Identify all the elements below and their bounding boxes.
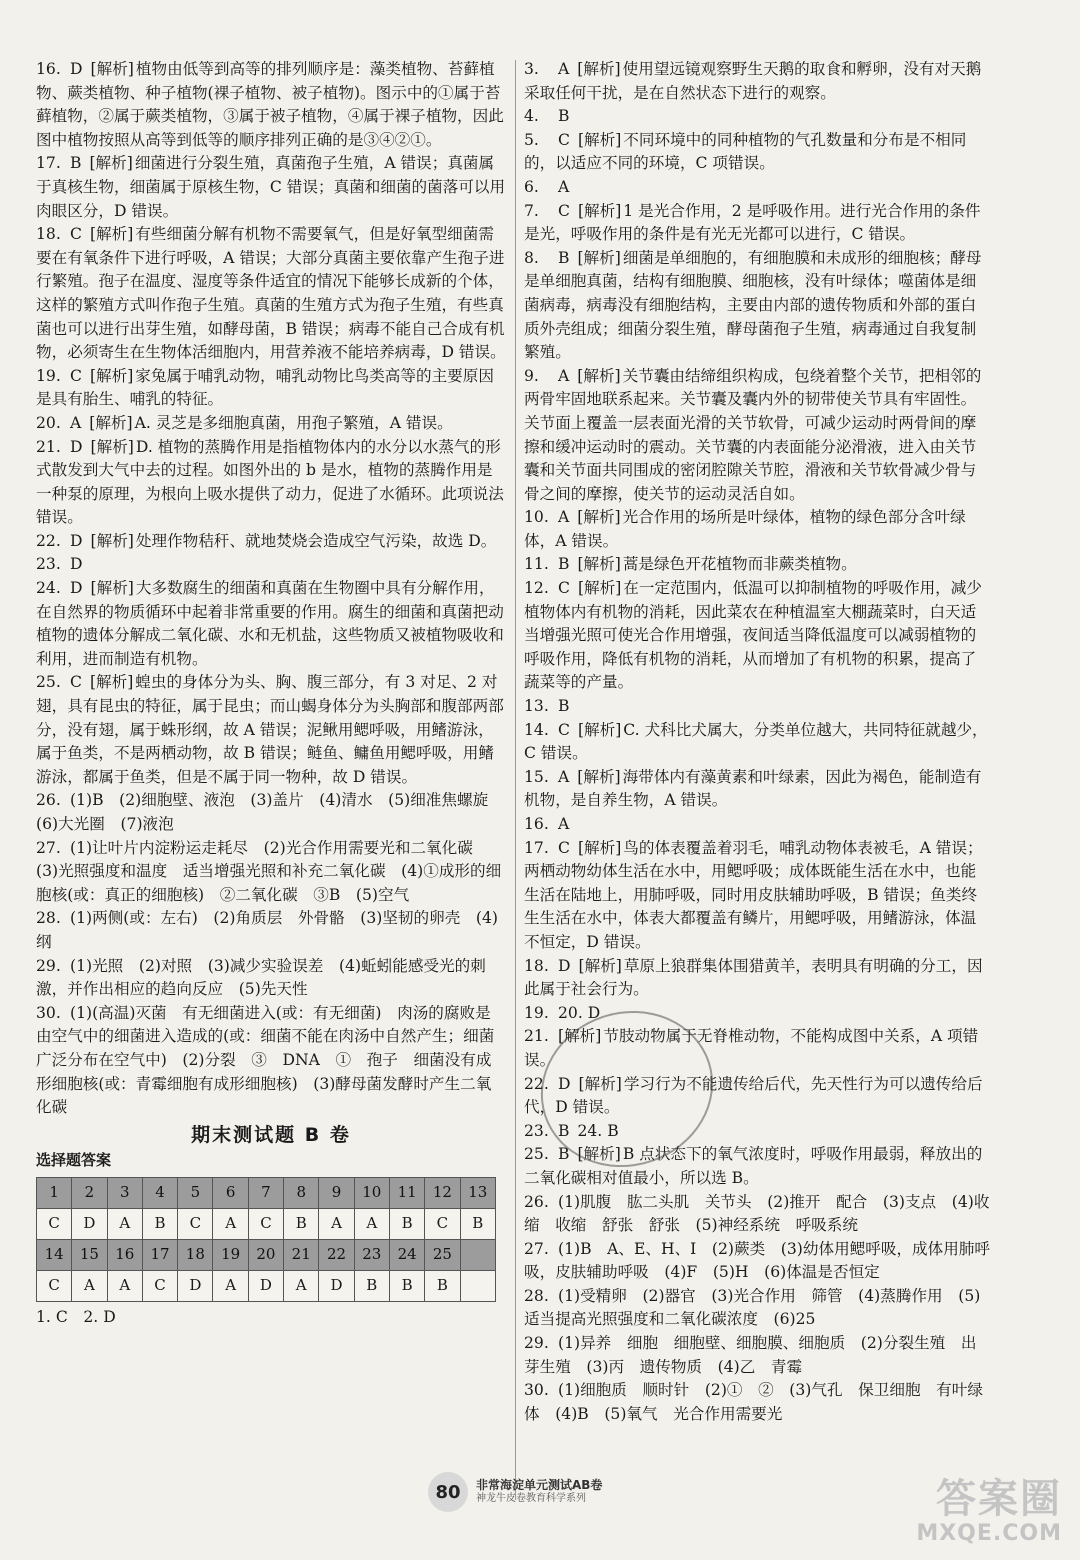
entry-answer: B: [558, 697, 570, 716]
left-column: [36, 58, 506, 1330]
entry-number: 4.: [524, 107, 539, 126]
table-cell: D: [178, 1270, 213, 1301]
entry-text: 细菌是单细胞的，有细胞膜和未成形的细胞核；酵母是单细胞真菌，结构有细胞膜、细胞核，没有叶绿体；噬菌体是细菌病毒，病毒没有细胞结构，主要由内部的遗传物质和外部的蛋白质外壳组成；细菌分裂生殖，酵母菌孢子生殖，病毒通过自我复制繁殖。: [524, 248, 982, 362]
entry-number: 25.: [36, 673, 61, 692]
entry-analysis-tag: [解析]: [577, 767, 621, 786]
table-cell: C: [178, 1208, 213, 1239]
section-title: 期末测试题 B 卷: [191, 1123, 351, 1146]
entry-number: 13.: [524, 697, 549, 716]
answer-entry: [524, 105, 990, 129]
entry-number: 21.: [36, 437, 61, 456]
entry-number: 27.: [524, 1239, 549, 1258]
entry-analysis-tag: [解析]: [90, 531, 134, 550]
answer-entry: [524, 1285, 990, 1332]
answer-entry: [524, 1332, 990, 1379]
entry-answer: C: [558, 130, 570, 149]
page-footer: [428, 1472, 602, 1512]
table-cell: B: [284, 1208, 319, 1239]
table-cell: A: [107, 1270, 142, 1301]
entry-text: (1)(高温)灭菌 有无细菌进入(或：有无细菌) 肉汤的腐败是由空气中的细菌进入造成的(或：细菌不能在肉汤中自然产生；细菌广泛分布在空气中) (2)分裂 ③ DNA ① 孢子 细菌没有成形细胞核(或：青霉细胞有成形细胞核) (3)酵母菌发酵时产生二氧化碳: [36, 1003, 495, 1117]
entry-analysis-tag: [解析]: [577, 508, 621, 527]
answer-entry: [524, 1238, 990, 1285]
entry-answer: A: [558, 767, 570, 786]
entry-number: 7.: [524, 201, 539, 220]
table-cell: 9: [319, 1177, 354, 1208]
entry-number: 29.: [36, 956, 61, 975]
entry-analysis-tag: [解析]: [577, 60, 621, 78]
table-cell: 11: [389, 1177, 424, 1208]
table-cell: 2: [72, 1177, 107, 1208]
table-cell: A: [72, 1270, 107, 1301]
answer-entry: [524, 695, 990, 719]
table-cell: 18: [178, 1239, 213, 1270]
entry-number: 28.: [36, 909, 61, 928]
entry-answer: B: [558, 1121, 570, 1140]
entry-analysis-tag: [解析]: [90, 437, 134, 456]
entry-text: 节肢动物属于无脊椎动物，不能构成图中关系，A 项错误。: [524, 1027, 979, 1069]
entry-text: D. 植物的蒸腾作用是指植物体内的水分以水蒸气的形式散发到大气中去的过程。如图外出的 b 是水，植物的蒸腾作用是一种泵的原理，为根向上吸水提供了动力，促进了水循环。此项说法错误。: [36, 437, 504, 527]
table-title: 选择题答案: [36, 1151, 112, 1170]
entry-text: 处理作物秸秆、就地焚烧会造成空气污染，故选 D。: [135, 531, 497, 550]
table-cell: 13: [460, 1177, 495, 1208]
entry-analysis-tag: [解析]: [577, 1145, 621, 1164]
table-row: [37, 1239, 496, 1270]
entry-text: 光合作用的场所是叶绿体，植物的绿色部分含叶绿体，A 错误。: [524, 508, 966, 550]
table-cell: 19: [213, 1239, 248, 1270]
entry-analysis-tag: [解析]: [89, 225, 134, 244]
entry-number: 23.: [36, 555, 61, 574]
table-cell: 14: [37, 1239, 72, 1270]
entry-answer: D: [70, 555, 83, 574]
entry-number: 12.: [524, 579, 549, 598]
entry-number: 9.: [524, 366, 539, 385]
answer-entry: [524, 1379, 990, 1426]
table-cell: 10: [354, 1177, 389, 1208]
entry-answer: C: [558, 838, 570, 857]
entry-analysis-tag: [解析]: [89, 413, 133, 432]
table-cell: A: [284, 1270, 319, 1301]
table-cell: D: [248, 1270, 283, 1301]
answer-entry: [524, 719, 990, 766]
entry-analysis-tag: [解析]: [577, 579, 622, 598]
table-cell: 20: [248, 1239, 283, 1270]
table-cell: 3: [107, 1177, 142, 1208]
entry-text: 蝗虫的身体分为头、胸、腹三部分，有 3 对足、2 对翅，具有昆虫的特征，属于昆虫；而山蝎身体分为头胸部和腹部两部分，没有翅，属于蛛形纲，故 A 错误；泥鳅用鳃呼吸，用鳍游泳，属于鱼类，不是两栖动物，故 B 错误；鲢鱼、鳙鱼用鳃呼吸，用鳍游泳，都属于鱼类，但是不属于同一物种，故 D 错误。: [36, 673, 504, 786]
answer-entry: [524, 200, 990, 247]
entry-answer: B: [70, 154, 82, 173]
entry-number: 3.: [524, 60, 539, 78]
entry-number: 6.: [524, 177, 539, 196]
entry-answer: C: [558, 720, 570, 739]
entry-text: B 点状态下的氧气浓度时，呼吸作用最弱，释放出的二氧化碳相对值最小，所以选 B。: [524, 1145, 983, 1187]
entry-text: 1 是光合作用，2 是呼吸作用。进行光合作用的条件是光，呼吸作用的条件是有光无光都可以进行，C 错误。: [524, 201, 981, 244]
entry-answer: C: [558, 579, 570, 598]
entry-answer: B: [558, 107, 570, 126]
page-number: 80: [428, 1472, 468, 1512]
entry-number: 16.: [36, 60, 61, 78]
table-cell: B: [142, 1208, 177, 1239]
entry-text: 植物由低等到高等的排列顺序是：藻类植物、苔藓植物、蕨类植物、种子植物(裸子植物、被子植物)。图示中的①属于苔藓植物，②属于蕨类植物，③属于被子植物，④属于裸子植物，因此图中植物按照从高等到低等的顺序排列正确的是③④②①。: [36, 60, 504, 149]
answer-entry: [524, 813, 990, 837]
table-cell: A: [107, 1208, 142, 1239]
entry-text: (1)细胞质 顺时针 (2)① ② (3)气孔 保卫细胞 有叶绿体 (4)B (5)氧气 光合作用需要光: [524, 1381, 983, 1423]
entry-number: 19.: [524, 1003, 549, 1022]
answer-entry: [524, 955, 990, 1002]
table-cell: 23: [354, 1239, 389, 1270]
entry-answer: D: [558, 1074, 571, 1093]
table-cell: 25: [425, 1239, 460, 1270]
entry-analysis-tag: [解析]: [577, 366, 621, 385]
entry-text: 蒿是绿色开花植物而非蕨类植物。: [622, 555, 857, 574]
table-cell: 17: [142, 1239, 177, 1270]
entry-answer: D: [70, 437, 83, 456]
entry-number: 22.: [524, 1074, 549, 1093]
entry-text: (1)异养 细胞 细胞壁、细胞膜、细胞质 (2)分裂生殖 出芽生殖 (3)丙 遗传物质 (4)乙 青霉: [524, 1334, 977, 1376]
entry-number: 25.: [524, 1145, 549, 1164]
entry-text: 草原上狼群集体围猎黄羊，表明具有明确的分工，因此属于社会行为。: [524, 956, 983, 999]
table-cell: 24: [389, 1239, 424, 1270]
entry-answer: C: [70, 366, 82, 385]
answer-entry: [36, 365, 506, 412]
entry-number: 27.: [36, 838, 61, 857]
footer-series: 神龙牛皮卷教育科学系列: [476, 1493, 586, 1504]
answer-entry: [36, 530, 506, 554]
table-cell: A: [319, 1208, 354, 1239]
entry-number: 15.: [524, 767, 549, 786]
answer-entry: [524, 176, 990, 200]
entry-analysis-tag: [解析]: [89, 366, 134, 385]
entry-answer: A: [558, 815, 570, 833]
table-cell: 7: [248, 1177, 283, 1208]
table-cell: 8: [284, 1177, 319, 1208]
entry-answer: D: [70, 531, 83, 550]
entry-answer: C: [558, 201, 570, 220]
answer-entry: [36, 152, 506, 223]
entry-text: 20. D: [558, 1003, 601, 1022]
entry-answer: A: [558, 366, 570, 385]
table-cell: 15: [72, 1239, 107, 1270]
entry-answer: A: [70, 413, 82, 432]
entry-number: 28.: [524, 1286, 549, 1305]
table-cell: B: [460, 1208, 495, 1239]
answer-entry: [524, 247, 990, 365]
answer-entry: [36, 907, 506, 954]
entry-text: (1)光照 (2)对照 (3)减少实验误差 (4)蚯蚓能感受光的刺激，并作出相应的趋向反应 (5)先天性: [36, 956, 486, 999]
entry-analysis-tag: [解析]: [577, 555, 621, 574]
watermark-en: MXQE.COM: [916, 1521, 1062, 1546]
table-cell: B: [425, 1270, 460, 1301]
table-row: [37, 1177, 496, 1208]
table-cell: 16: [107, 1239, 142, 1270]
entry-text: 鸟的体表覆盖着羽毛，哺乳动物体表被毛，A 错误；两栖动物幼体生活在水中，用鳃呼吸；成体既能生活在水中，也能生活在陆地上，用肺呼吸，同时用皮肤辅助呼吸，B 错误；鱼类终生生活在水中，体表大都覆盖有鳞片，用鳃呼吸，用鳍游泳，体温不恒定，D 错误。: [524, 838, 983, 951]
entry-answer: D: [558, 956, 571, 975]
entry-answer: D: [70, 579, 83, 598]
table-cell: 6: [213, 1177, 248, 1208]
entry-number: 16.: [524, 815, 549, 833]
entry-number: 18.: [524, 956, 549, 975]
answer-entry: [36, 577, 506, 671]
entry-text: (1)受精卵 (2)器官 (3)光合作用 筛管 (4)蒸腾作用 (5)适当提高光照强度和二氧化碳浓度 (6)25: [524, 1286, 981, 1329]
answer-entry: [36, 955, 506, 1002]
entry-analysis-tag: [解析]: [577, 838, 622, 857]
watermark-cn: 答案圈: [936, 1476, 1062, 1522]
table-cell: D: [319, 1270, 354, 1301]
entry-analysis-tag: [解析]: [577, 720, 622, 739]
entry-text: (1)两侧(或：左右) (2)角质层 外骨骼 (3)坚韧的卵壳 (4)纲: [36, 909, 498, 951]
table-cell: C: [248, 1208, 283, 1239]
entry-number: 21.: [524, 1027, 549, 1046]
table-cell: [460, 1270, 495, 1301]
entry-answer: B: [558, 1145, 570, 1164]
answer-entry: [36, 1002, 506, 1120]
entry-text: 大多数腐生的细菌和真菌在生物圈中具有分解作用，在自然界的物质循环中起着非常重要的作用。腐生的细菌和真菌把动植物的遗体分解成二氧化碳、水和无机盐，这些物质又被植物吸收和利用，进而制造有机物。: [36, 579, 504, 668]
answer-entry: [524, 58, 990, 105]
entry-number: 30.: [36, 1003, 61, 1022]
answer-entry: [36, 223, 506, 365]
entry-text: (1)让叶片内淀粉运走耗尽 (2)光合作用需要光和二氧化碳 (3)光照强度和温度 适当增强光照和补充二氧化碳 (4)①成形的细胞核(或：真正的细胞核) ②二氧化碳 ③B (5)空气: [36, 838, 502, 904]
answer-entry: [524, 577, 990, 695]
table-cell: A: [213, 1208, 248, 1239]
answer-entry: [36, 58, 506, 152]
table-cell: 21: [284, 1239, 319, 1270]
answer-entry: [524, 129, 990, 176]
table-cell: C: [425, 1208, 460, 1239]
answer-entry: [36, 412, 506, 436]
table-cell: [460, 1239, 495, 1270]
answer-entry: [36, 553, 506, 577]
entry-answer: A: [558, 508, 570, 527]
answer-entry: [524, 1191, 990, 1238]
table-cell: 22: [319, 1239, 354, 1270]
entry-number: 23.: [524, 1121, 549, 1140]
entry-answer: D: [70, 60, 83, 78]
entry-answer: B: [558, 248, 570, 267]
entry-analysis-tag: [解析]: [578, 1074, 622, 1093]
table-cell: B: [389, 1270, 424, 1301]
table-cell: C: [142, 1270, 177, 1301]
entry-text: 细菌进行分裂生殖，真菌孢子生殖，A 错误；真菌属于真核生物，细菌属于原核生物，C 错误；真菌和细菌的菌落可以用肉眼区分，D 错误。: [36, 154, 506, 220]
table-cell: C: [37, 1270, 72, 1301]
entry-analysis-tag: [解析]: [578, 956, 622, 975]
entry-text: 家兔属于哺乳动物，哺乳动物比鸟类高等的主要原因是具有胎生、哺乳的特征。: [36, 366, 494, 409]
entry-number: 24.: [36, 579, 61, 598]
entry-number: 30.: [524, 1381, 549, 1400]
entry-number: 17.: [36, 154, 61, 173]
table-cell: 4: [142, 1177, 177, 1208]
entry-analysis-tag: [解析]: [90, 60, 134, 78]
right-column: [524, 58, 990, 1426]
entry-number: 8.: [524, 248, 539, 267]
table-cell: 12: [425, 1177, 460, 1208]
entry-answer: A: [558, 60, 570, 78]
entry-number: 11.: [524, 555, 549, 574]
table-cell: C: [37, 1208, 72, 1239]
entry-number: 10.: [524, 508, 549, 527]
entry-text: 有些细菌分解有机物不需要氧气，但是好氧型细菌需要在有氧条件下进行呼吸，A 错误；大部分真菌主要依靠产生孢子进行繁殖。孢子在温度、湿度等条件适宜的情况下能够长成新的个体，这样的繁殖方式叫作孢子生殖。真菌的生殖方式为孢子生殖，有些真菌也可以进行出芽生殖，如酵母菌，B 错误；病毒不能自己合成有机物，必须寄生在生物体活细胞内，用营养液不能培养病毒，D 错误。: [36, 225, 506, 362]
entry-analysis-tag: [解析]: [558, 1027, 602, 1046]
answer-entry: [36, 837, 506, 908]
answer-entry: [524, 553, 990, 577]
entry-analysis-tag: [解析]: [577, 201, 622, 220]
watermark-logo: [916, 1477, 1062, 1546]
entry-number: 18.: [36, 225, 61, 244]
entry-text: 在一定范围内，低温可以抑制植物的呼吸作用，减少植物体内有机物的消耗，因此菜农在种植温室大棚蔬菜时，白天适当增强光照可使光合作用增强，夜间适当降低温度可以减弱植物的呼吸作用，降低有机物的消耗，从而增加了有机物的积累，提高了蔬菜等的产量。: [524, 579, 982, 692]
answer-entry: [524, 837, 990, 955]
entry-number: 29.: [524, 1334, 549, 1353]
answer-entry: [524, 766, 990, 813]
entry-number: 5.: [524, 130, 539, 149]
answer-entry: [36, 789, 506, 836]
entry-number: 14.: [524, 720, 549, 739]
entry-text: 24. B: [577, 1121, 619, 1140]
entry-text: (1)B (2)细胞壁、液泡 (3)盖片 (4)清水 (5)细准焦螺旋 (6)大光圈 (7)液泡: [36, 791, 504, 833]
table-cell: A: [213, 1270, 248, 1301]
table-cell: 5: [178, 1177, 213, 1208]
entry-answer: C: [70, 225, 82, 244]
entry-answer: C: [70, 673, 82, 692]
entry-number: 20.: [36, 413, 61, 432]
entry-text: 学习行为不能遗传给后代，先天性行为可以遗传给后代，D 错误。: [524, 1074, 983, 1117]
footer-text: [476, 1478, 602, 1506]
entry-number: 19.: [36, 366, 61, 385]
table-cell: B: [354, 1270, 389, 1301]
answer-entry: [36, 436, 506, 530]
answer-entry: [36, 671, 506, 789]
entry-answer: A: [558, 177, 570, 196]
entry-text: (1)肌腹 肱二头肌 关节头 (2)推开 配合 (3)支点 (4)收缩 收缩 舒张 舒张 (5)神经系统 呼吸系统: [524, 1192, 990, 1235]
entry-number: 17.: [524, 838, 549, 857]
table-cell: D: [72, 1208, 107, 1239]
entry-text: (1)B A、E、H、I (2)蕨类 (3)幼体用鳃呼吸，成体用肺呼吸，皮肤辅助呼吸 (4)F (5)H (6)体温是否恒定: [524, 1239, 991, 1282]
table-cell: B: [389, 1208, 424, 1239]
answer-table: [36, 1177, 496, 1302]
column-divider: [515, 60, 516, 1500]
entry-analysis-tag: [解析]: [89, 673, 134, 692]
entry-text: 不同环境中的同种植物的气孔数量和分布是不相同的，以适应不同的环境，C 项错误。: [524, 130, 967, 173]
entry-answer: B: [558, 555, 570, 574]
entry-analysis-tag: [解析]: [577, 130, 622, 149]
entry-text: C. 犬科比犬属大，分类单位越大，共同特征就越少，C 错误。: [524, 720, 988, 763]
answer-entry: [524, 506, 990, 553]
entry-number: 26.: [36, 791, 61, 810]
entry-analysis-tag: [解析]: [89, 154, 133, 173]
table-row: [37, 1270, 496, 1301]
footer-brand: 非常海淀单元测试AB卷: [476, 1478, 603, 1492]
answer-entry: [524, 365, 990, 507]
table-row: [37, 1208, 496, 1239]
answers-1-2: 1. C 2. D: [36, 1307, 116, 1326]
entry-number: 22.: [36, 531, 61, 550]
entry-text: A. 灵芝是多细胞真菌，用孢子繁殖，A 错误。: [134, 413, 453, 432]
table-cell: A: [354, 1208, 389, 1239]
entry-text: 关节囊由结缔组织构成，包绕着整个关节，把相邻的两骨牢固地联系起来。关节囊及囊内外的韧带使关节具有牢固性。关节面上覆盖一层表面光滑的关节软骨，可减少运动时两骨间的摩擦和缓冲运动时的震动。关节囊的内表面能分泌滑液，进入由关节囊和关节面共同围成的密闭腔隙关节腔，滑液和关节软骨减少骨与骨之间的摩擦，使关节的运动灵活自如。: [524, 366, 982, 503]
entry-text: 海带体内有藻黄素和叶绿素，因此为褐色，能制造有机物，是自养生物，A 错误。: [524, 767, 982, 810]
entry-text: 使用望远镜观察野生天鹅的取食和孵卵，没有对天鹅采取任何干扰，是在自然状态下进行的观察。: [524, 60, 982, 102]
table-cell: 1: [37, 1177, 72, 1208]
entry-number: 26.: [524, 1192, 549, 1211]
entry-analysis-tag: [解析]: [577, 248, 621, 267]
entry-analysis-tag: [解析]: [90, 579, 134, 598]
